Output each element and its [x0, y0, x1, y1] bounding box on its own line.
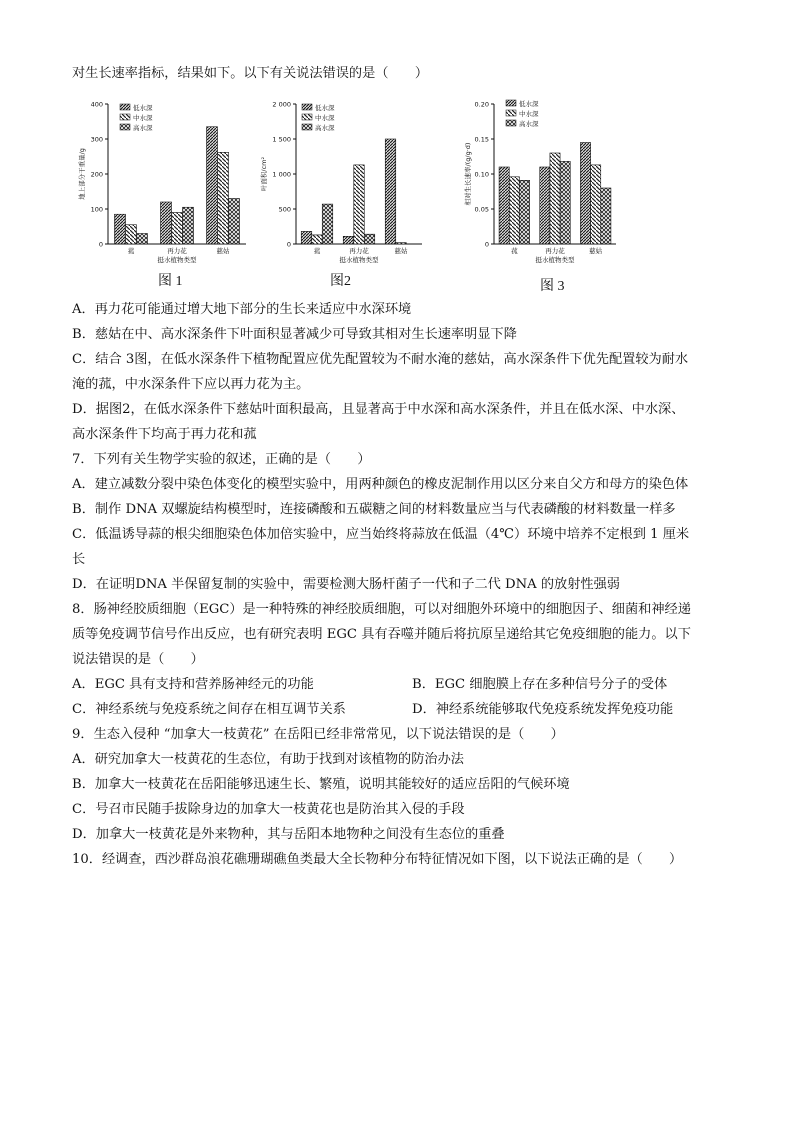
q6-option-c-line2: 淹的菰，中水深条件下应以再力花为主。	[72, 377, 310, 392]
y-tick-label: 0.10	[474, 170, 489, 179]
y-tick-label: 500	[278, 205, 291, 214]
q7-option-c-line1: C．低温诱导蒜的根尖细胞染色体加倍实验中，应当始终将蒜放在低温（4℃）环境中培养不定根到 1 厘米	[72, 527, 690, 542]
bar	[218, 152, 229, 244]
bar	[580, 143, 590, 245]
x-axis-label: 挺水植物类型	[157, 256, 197, 264]
x-tick-label: 慈姑	[589, 247, 603, 255]
q8-stem-line2: 质等免疫调节信号作出反应，也有研究表明 EGC 具有吞噬并随后将抗原呈递给其它免疫细胞的能力。以下	[72, 627, 691, 642]
x-tick-label: 再力花	[349, 247, 369, 255]
legend-swatch	[302, 104, 312, 110]
x-axis-label: 挺水植物类型	[339, 256, 379, 264]
bar	[601, 188, 611, 244]
figure-2	[252, 98, 427, 268]
x-tick-label: 菰	[127, 247, 135, 255]
bar	[540, 167, 550, 244]
q6-option-b: B．慈姑在中、高水深条件下叶面积显著减少可导致其相对生长速率明显下降	[72, 327, 517, 342]
bar	[591, 165, 601, 244]
chart-3	[448, 98, 618, 268]
figure-1	[78, 98, 248, 268]
legend-label: 低水深	[133, 104, 153, 112]
q8-stem-line1: 8．肠神经胶质细胞（EGC）是一种特殊的神经胶质细胞，可以对细胞外环境中的细胞因子、细菌和神经递	[72, 602, 691, 617]
q7-option-a: A．建立减数分裂中染色体变化的模型实验中，用两种颜色的橡皮泥制作用以区分来自父方和母方的染色体	[72, 477, 689, 492]
figure-3	[448, 98, 618, 268]
legend-swatch	[302, 124, 312, 130]
y-tick-label: 0	[98, 240, 103, 249]
bar	[385, 139, 396, 244]
legend-label: 中水深	[315, 114, 335, 122]
legend-label: 低水深	[315, 104, 335, 112]
bar	[509, 177, 519, 244]
bar	[137, 234, 148, 245]
legend-label: 低水深	[519, 100, 539, 108]
bar	[207, 127, 218, 244]
q9-option-c: C．号召市民随手拔除身边的加拿大一枝黄花也是防治其入侵的手段	[72, 802, 465, 817]
bar	[229, 199, 240, 245]
bar	[322, 204, 333, 244]
q6-option-c-line1: C．结合 3图，在低水深条件下植物配置应优先配置较为不耐水淹的慈姑，高水深条件下优先配置较为耐水	[72, 352, 689, 367]
y-tick-label: 100	[90, 205, 103, 214]
bar	[550, 153, 560, 244]
chart-2	[252, 98, 427, 268]
y-tick-label: 0	[484, 240, 489, 249]
bar	[301, 231, 312, 244]
y-tick-label: 300	[90, 135, 103, 144]
q8-stem-line3: 说法错误的是（ ）	[72, 652, 204, 667]
bar	[560, 161, 570, 244]
x-axis-label: 挺水植物类型	[535, 256, 575, 264]
y-tick-label: 400	[90, 100, 103, 109]
y-axis-label: 相对生长速率/(g/g·d)	[464, 142, 472, 206]
q7-stem: 7．下列有关生物学实验的叙述，正确的是（ ）	[72, 452, 371, 467]
q9-option-b: B．加拿大一枝黄花在岳阳能够迅速生长、繁殖，说明其能较好的适应岳阳的气候环境	[72, 777, 570, 792]
legend-swatch	[506, 110, 516, 116]
legend-label: 中水深	[519, 110, 539, 118]
figure-1-caption: 图 1	[158, 274, 183, 289]
bar	[161, 202, 172, 244]
y-tick-label: 0	[286, 240, 291, 249]
q10-stem: 10．经调查，西沙群岛浪花礁珊瑚礁鱼类最大全长物种分布特征情况如下图，以下说法正确的是（ ）	[72, 852, 683, 867]
q6-option-d-line2: 高水深条件下均高于再力花和菰	[72, 427, 257, 442]
legend-label: 高水深	[133, 124, 153, 132]
x-tick-label: 菰	[313, 247, 321, 255]
q9-option-a: A．研究加拿大一枝黄花的生态位，有助于找到对该植物的防治办法	[72, 752, 464, 767]
q8-option-a: A．EGC 具有支持和营养肠神经元的功能	[72, 677, 314, 692]
q7-option-b: B．制作 DNA 双螺旋结构模型时，连接磷酸和五碳糖之间的材料数量应当与代表磷酸的材料数量一样多	[72, 502, 676, 517]
figure-3-caption: 图 3	[540, 279, 565, 294]
legend-label: 高水深	[315, 124, 335, 132]
q8-option-c: C．神经系统与免疫系统之间存在相互调节关系	[72, 702, 346, 717]
y-tick-label: 1 000	[272, 170, 291, 179]
x-tick-label: 再力花	[545, 247, 565, 255]
y-tick-label: 200	[90, 170, 103, 179]
bar	[364, 234, 375, 244]
x-tick-label: 慈姑	[394, 247, 408, 255]
bar	[126, 225, 137, 244]
q6-option-d-line1: D．据图2，在低水深条件下慈姑叶面积最高，且显著高于中水深和高水深条件，并且在低水深、中水深、	[72, 402, 685, 417]
q9-stem: 9．生态入侵种 “加拿大一枝黄花” 在岳阳已经非常常见，以下说法错误的是（ ）	[72, 727, 564, 742]
legend-swatch	[120, 104, 130, 110]
bar	[499, 167, 509, 244]
q7-option-c-line2: 长	[72, 552, 86, 567]
legend-label: 中水深	[133, 114, 153, 122]
intro-text: 对生长速率指标，结果如下。以下有关说法错误的是（ ）	[72, 66, 429, 81]
y-axis-label: 叶面积/cm²	[260, 156, 268, 192]
bar	[183, 207, 194, 244]
bar	[172, 213, 183, 245]
x-tick-label: 菰	[511, 247, 518, 255]
x-tick-label: 再力花	[167, 247, 187, 255]
chart-1	[78, 98, 248, 268]
y-axis-label: 地上部分干重量/g	[78, 148, 86, 200]
bar	[354, 165, 365, 244]
legend-swatch	[506, 100, 516, 106]
legend-label: 高水深	[519, 120, 539, 128]
legend-swatch	[506, 120, 516, 126]
y-tick-label: 2 000	[272, 100, 291, 109]
q6-option-a: A．再力花可能通过增大地下部分的生长来适应中水深环境	[72, 302, 412, 317]
bar	[343, 236, 354, 244]
y-tick-label: 0.20	[474, 100, 489, 109]
y-tick-label: 1 500	[272, 135, 291, 144]
q8-option-d: D．神经系统能够取代免疫系统发挥免疫功能	[412, 702, 674, 717]
bar	[115, 214, 126, 244]
legend-swatch	[302, 114, 312, 120]
y-tick-label: 0.15	[474, 135, 489, 144]
q9-option-d: D．加拿大一枝黄花是外来物种，其与岳阳本地物种之间没有生态位的重叠	[72, 827, 505, 842]
figure-2-caption: 图2	[330, 274, 351, 289]
q7-option-d: D．在证明DNA 半保留复制的实验中，需要检测大肠杆菌子一代和子二代 DNA 的放射性强弱	[72, 577, 620, 592]
q8-option-b: B．EGC 细胞膜上存在多种信号分子的受体	[412, 677, 668, 692]
legend-swatch	[120, 124, 130, 130]
x-tick-label: 慈姑	[216, 247, 230, 255]
bar	[519, 180, 529, 244]
bar	[396, 243, 407, 244]
bar	[312, 235, 323, 244]
y-tick-label: 0.05	[474, 205, 489, 214]
legend-swatch	[120, 114, 130, 120]
